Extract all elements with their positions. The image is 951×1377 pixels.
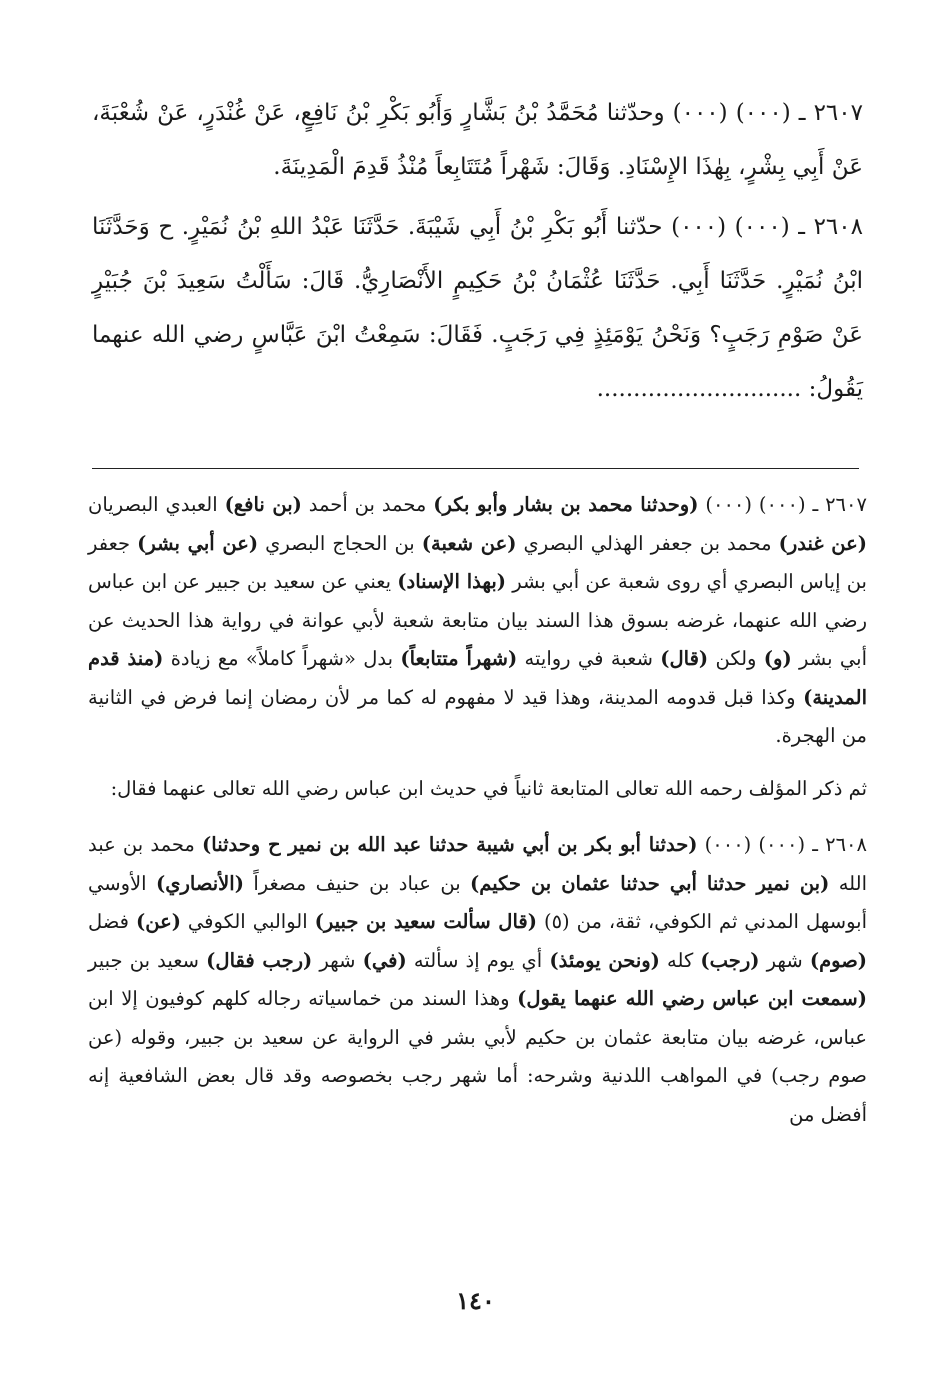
hadith-2608: ٢٦٠٨ ـ (٠٠٠) (٠٠٠) حدّثنا أَبُو بَكْرِ بْنُ أَبِي شَيْبَةَ. حَدَّثَنَا عَبْدُ اللهِ بْنُ نُمَيْرٍ. ح وَحَدَّثَنَا ابْنُ نُمَيْرٍ. حَدَّثَنَا أَبِي. حَدَّثَنَا عُثْمَانُ بْنُ حَكِيمٍ الأَنْصَارِيُّ. قَالَ: سَأَلْتُ سَعِيدَ بْنَ جُبَيْرٍ عَنْ صَوْمِ رَجَبٍ؟ وَنَحْنُ يَوْمَئِذٍ فِي رَجَبٍ. فَقَالَ: سَمِعْتُ ابْنَ عَبَّاسٍ رضي الله عنهما يَقُولُ: ............................ [92, 214, 863, 402]
hadith-text [92, 86, 863, 422]
commentary-2608: ٢٦٠٨ ـ (٠٠٠) (٠٠٠) (حدثنا أبو بكر بن أبي شيبة حدثنا عبد الله بن نمير ح وحدثنا) محمد بن عبد الله (بن نمير حدثنا أبي حدثنا عثمان بن حكيم) بن عباد بن حنيف مصغراً (الأنصاري) الأوسي أبوسهل المدني ثم الكوفي، ثقة، من (٥) (قال سألت سعيد بن جبير) الوالبي الكوفي (عن) فضل (صوم) شهر (رجب) كله (ونحن يومئذ) أي يوم إذ سألته (في) شهر (رجب فقال) سعيد بن جبير (سمعت ابن عباس رضي الله عنهما يقول) وهذا السند من خماسياته رجاله كلهم كوفيون إلا ابن عباس، غرضه بيان متابعة عثمان بن حكيم لأبي بشر في الرواية عن سعيد بن جبير، وقوله (عن صوم رجب) في المواهب اللدنية وشرحه: أما شهر رجب بخصوصه وقد قال بعض الشافعية إنه أفضل من [88, 833, 868, 1126]
footnote-divider [92, 468, 859, 469]
commentary-2607: ٢٦٠٧ ـ (٠٠٠) (٠٠٠) (وحدثنا محمد بن بشار وأبو بكر) محمد بن أحمد (بن نافع) العبدي البصريان (عن غندر) محمد بن جعفر الهذلي البصري (عن شعبة) بن الحجاج البصري (عن أبي بشر) جعفر بن إياس البصري أي روى شعبة عن أبي بشر (بهذا الإسناد) يعني عن سعيد بن جبير عن ابن عباس رضي الله عنهما، غرضه بسوق هذا السند بيان متابعة شعبة لأبي عوانة في رواية هذا الحديث عن أبي بشر (و) ولكن (قال) شعبة في روايته (شهراً متتابعاً) بدل «شهراً كاملاً» مع زيادة (منذ قدم المدينة) وكذا قبل قدومه المدينة، وهذا قيد لا مفهوم له كما مر لأن رمضان إنما فرض في الثانية من الهجرة. [88, 493, 868, 747]
hadith-2607: ٢٦٠٧ ـ (٠٠٠) (٠٠٠) وحدّثنا مُحَمَّدُ بْنُ بَشَّارٍ وَأَبُو بَكْرِ بْنُ نَافِعٍ، عَنْ غُنْدَرٍ، عَنْ شُعْبَةَ، عَنْ أَبِي بِشْرٍ، بِهٰذَا الإِسْنَادِ. وَقَالَ: شَهْراً مُتَتَابِعاً مُنْذُ قَدِمَ الْمَدِينَةَ. [92, 100, 863, 180]
page-number: ١٤٠ [456, 1286, 495, 1315]
commentary [88, 486, 867, 1144]
commentary-transition: ثم ذكر المؤلف رحمه الله تعالى المتابعة ثانياً في حديث ابن عباس رضي الله تعالى عنهما فقال: [110, 776, 867, 800]
